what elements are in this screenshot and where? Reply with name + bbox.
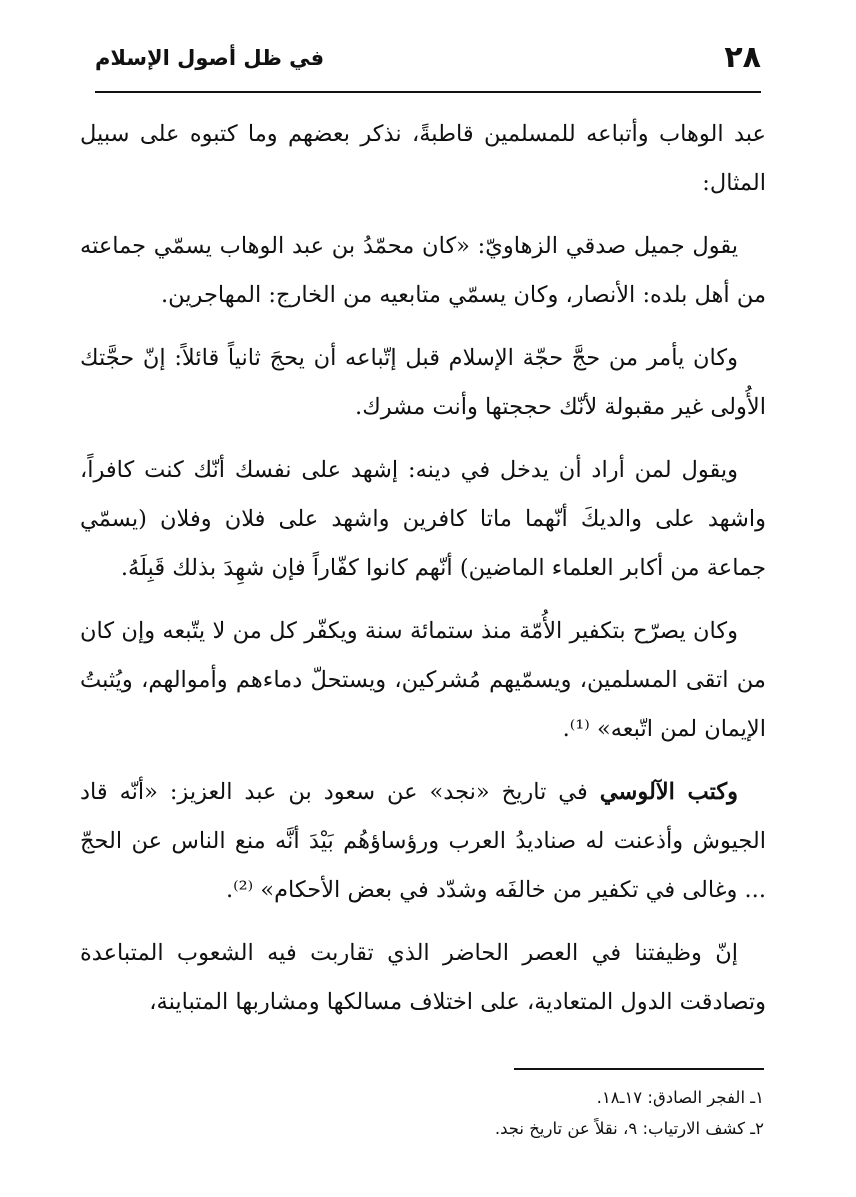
main-text (80, 110, 766, 1041)
footnote-2: ٢ـ كشف الارتياب: ٩، نقلاً عن تاريخ نجد. (494, 1119, 764, 1138)
paragraph-3: وكان يأمر من حجَّ حجّة الإسلام قبل إتّباعه أن يحجَ ثانياً قائلاً: إنّ حجَّتك الأُولى غير مقبولة لأنّك حججتها وأنت مشرك. (80, 345, 766, 420)
footnote-1: ١ـ الفجر الصادق: ١٧ـ١٨. (596, 1088, 764, 1107)
paragraph-2: يقول جميل صدقي الزهاويّ: «كان محمّدُ بن عبد الوهاب يسمّي جماعته من أهل بلده: الأنصار، وكان يسمّي متابعيه من الخارج: المهاجرين. (80, 233, 766, 308)
paragraph-5: وكان يصرّح بتكفير الأُمّة منذ ستمائة سنة ويكفّر كل من لا يتّبعه وإن كان من اتقى المسلمين، ويسمّيهم مُشركين، ويستحلّ دماءهم وأموالهم، ويُثبتُ الإيمان لمن اتّبعه» ⁽¹⁾. (80, 618, 766, 742)
page-header (95, 38, 761, 78)
paragraph-1: عبد الوهاب وأتباعه للمسلمين قاطبةً، نذكر بعضهم وما كتبوه على سبيل المثال: (80, 121, 766, 196)
header-divider (95, 91, 761, 93)
paragraph-4: ويقول لمن أراد أن يدخل في دينه: إشهد على نفسك أنّك كنت كافراً، واشهد على والديكَ أنّهما ماتا كافرين واشهد على فلان وفلان (يسمّي جماعة من أكابر العلماء الماضين) أنّهم كانوا كفّاراً فإن شهِدَ بذلك قَبِلَهُ. (80, 457, 766, 581)
footnotes (300, 1082, 764, 1144)
running-title: في ظل أصول الإسلام (95, 46, 325, 70)
paragraph-6-lead: وكتب الآلوسي (599, 779, 739, 805)
paragraph-6-text: في تاريخ «نجد» عن سعود بن عبد العزيز: «أنّه قاد الجيوش وأذعنت له صناديدُ العرب ورؤساؤهُم بَيْدَ أنَّه منع الناس عن الحجّ ... وغالى في تكفير من خالفَه وشدّد في بعض الأحكام» ⁽²⁾. (80, 779, 766, 903)
paragraph-6 (80, 768, 766, 915)
paragraph-7: إنّ وظيفتنا في العصر الحاضر الذي تقاربت فيه الشعوب المتباعدة وتصادقت الدول المتعادية، على اختلاف مسالكها ومشاربها المتباينة، (80, 940, 766, 1015)
page-number: ٢٨ (724, 40, 761, 75)
footnote-divider (514, 1068, 764, 1070)
